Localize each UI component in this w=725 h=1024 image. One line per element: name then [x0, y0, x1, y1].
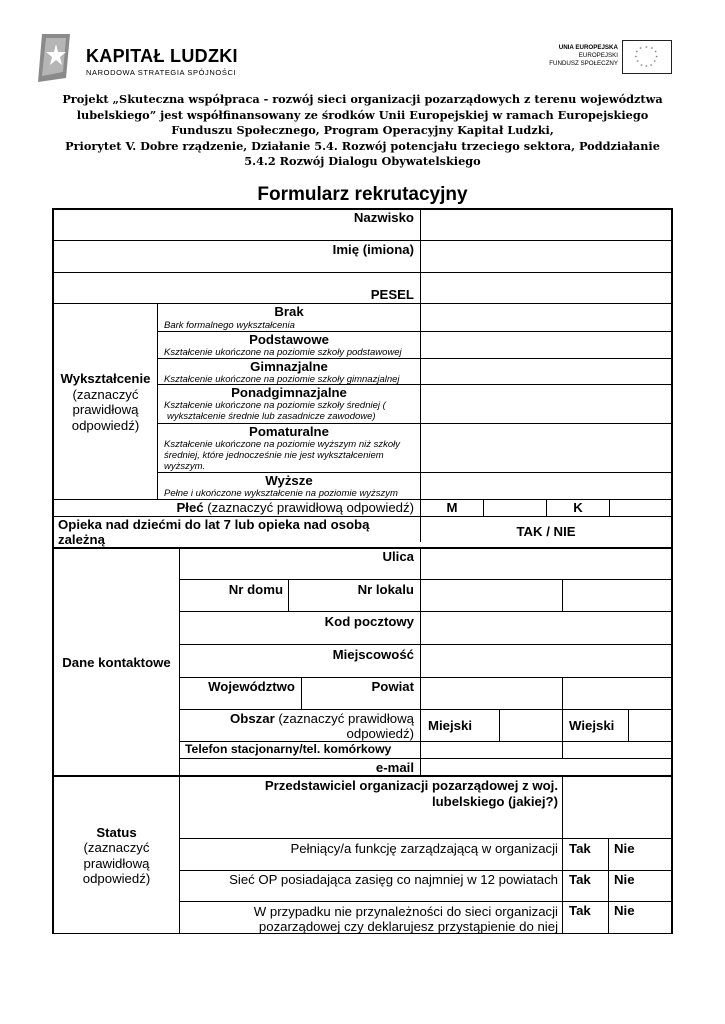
edu-checkbox-pomaturalne[interactable]: [422, 424, 671, 472]
status-q3-nie[interactable]: Nie: [614, 872, 635, 887]
nr-domu-field[interactable]: [422, 581, 562, 611]
education-hint-1: (zaznaczyć: [72, 387, 139, 402]
imie-field[interactable]: [422, 242, 671, 272]
svg-text:*: *: [645, 65, 648, 71]
edu-desc-podstawowe: Kształcenie ukończone na poziomie szkoły podstawowej: [164, 347, 402, 358]
eu-line3: FUNDUSZ SPOŁECZNY: [549, 60, 618, 67]
obszar-label-hint-1: (zaznaczyć prawidłową: [274, 711, 414, 726]
edu-desc-pomaturalne-2: średniej, które jednocześnie nie jest wykształceniem: [164, 450, 384, 461]
nr-lokalu-field[interactable]: [564, 581, 671, 611]
miejski-label: Miejski: [428, 718, 472, 733]
project-line-3: Funduszu Społecznego, Program Operacyjny Kapitał Ludzki,: [171, 123, 554, 137]
edu-checkbox-gimnazjalne[interactable]: [422, 359, 671, 384]
pesel-field[interactable]: [422, 274, 671, 303]
svg-text:*: *: [640, 64, 643, 70]
logo-title: KAPITAŁ LUDZKI: [86, 46, 238, 66]
status-q3-tak[interactable]: Tak: [569, 872, 591, 887]
wojewodztwo-label: Województwo: [208, 679, 295, 694]
edu-option-wyzsze: Wyższe: [265, 473, 313, 488]
obszar-label-hint-2: odpowiedź): [346, 726, 414, 741]
edu-desc-pomaturalne-1: Kształcenie ukończone na poziomie wyższym niż szkoły: [164, 439, 401, 450]
svg-text:*: *: [634, 55, 638, 61]
edu-option-podstawowe: Podstawowe: [249, 332, 329, 347]
education-label: Wykształcenie: [60, 371, 151, 386]
edu-option-ponadgimnazjalne: Ponadgimnazjalne: [231, 385, 347, 400]
education-hint-3: odpowiedź): [71, 418, 140, 433]
wiejski-checkbox[interactable]: [629, 711, 671, 741]
email-field[interactable]: [422, 759, 671, 775]
edu-desc-gimnazjalne: Kształcenie ukończone na poziomie szkoły gimnazjalnej: [164, 374, 400, 385]
project-line-5: 5.4.2 Rozwój Dialogu Obywatelskiego: [244, 154, 481, 168]
status-q4-line1: W przypadku nie przynależności do sieci organizacji: [253, 904, 558, 919]
status-hint-1: (zaznaczyć: [83, 840, 150, 855]
edu-desc-ponadgimnazjalne-2: wykształcenie średnie lub zasadnicze zawodowe): [167, 411, 376, 422]
status-q1-line1: Przedstawiciel organizacji pozarządowej z woj.: [264, 778, 558, 793]
telefon-field[interactable]: [422, 742, 671, 758]
contact-label: Dane kontaktowe: [62, 655, 171, 670]
svg-text:*: *: [639, 47, 642, 53]
status-hint-3: odpowiedź): [82, 871, 151, 886]
miejscowosc-label: Miejscowość: [332, 647, 414, 662]
svg-text:*: *: [645, 46, 648, 52]
status-q2: Pełniący/a funkcję zarządzającą w organizacji: [290, 841, 558, 856]
opieka-label-2: zależną: [58, 532, 105, 547]
edu-desc-pomaturalne-3: wyższym.: [164, 461, 206, 472]
form-title: Formularz rekrutacyjny: [257, 184, 468, 205]
opieka-answer[interactable]: TAK / NIE: [516, 524, 576, 539]
status-q4-line2: pozarządowej czy deklarujesz przystąpienie do niej: [258, 919, 558, 934]
eu-line2: EUROPEJSKI: [578, 52, 618, 59]
status-q4-nie[interactable]: Nie: [614, 903, 635, 918]
project-line-4: Priorytet V. Dobre rządzenie, Działanie 5.4. Rozwój potencjału trzeciego sektora, Poddziałanie: [65, 138, 660, 153]
edu-desc-ponadgimnazjalne-1: Kształcenie ukończone na poziomie szkoły średniej (: [164, 400, 386, 411]
svg-text:*: *: [653, 60, 656, 66]
powiat-label: Powiat: [371, 679, 414, 694]
nazwisko-label: Nazwisko: [353, 210, 414, 225]
edu-checkbox-wyzsze[interactable]: [422, 473, 671, 499]
powiat-field[interactable]: [564, 679, 671, 709]
logo-subtitle: NARODOWA STRATEGIA SPÓJNOŚCI: [86, 68, 237, 77]
status-q2-tak[interactable]: Tak: [569, 841, 591, 856]
svg-text:*: *: [636, 60, 639, 66]
obszar-label-bold: Obszar: [230, 711, 275, 726]
education-hint-2: prawidłową: [72, 402, 139, 417]
plec-label: [176, 500, 414, 515]
wiejski-label: Wiejski: [569, 718, 615, 733]
svg-text:*: *: [650, 47, 654, 53]
svg-text:*: *: [649, 64, 653, 70]
plec-k-checkbox[interactable]: [610, 500, 671, 516]
plec-m-checkbox[interactable]: [484, 500, 546, 516]
status-q1-line2: lubelskiego (jakiej?): [431, 794, 558, 809]
svg-text:*: *: [635, 51, 639, 57]
edu-desc-wyzsze: Pełne i ukończone wykształcenie na poziomie wyższym: [164, 488, 398, 499]
nr-lokalu-label: Nr lokalu: [357, 582, 414, 597]
edu-option-pomaturalne: Pomaturalne: [249, 424, 329, 439]
email-label: e-mail: [375, 760, 414, 775]
project-line-1: Projekt „Skuteczna współpraca - rozwój sieci organizacji pozarządowych z terenu województwa: [62, 92, 663, 106]
edu-option-brak: Brak: [274, 304, 304, 319]
opieka-label-1: Opieka nad dziećmi do lat 7 lub opieka nad osobą: [58, 517, 370, 532]
telefon-label: Telefon stacjonarny/tel. komórkowy: [185, 742, 392, 756]
plec-k-label: K: [573, 500, 583, 515]
plec-label-bold: Płeć: [176, 500, 204, 515]
obszar-label: [230, 711, 414, 726]
eu-line1: UNIA EUROPEJSKA: [558, 44, 618, 51]
miejscowosc-field[interactable]: [422, 646, 671, 677]
nr-domu-label: Nr domu: [228, 582, 283, 597]
svg-text:*: *: [654, 51, 657, 57]
status-q4-tak[interactable]: Tak: [569, 903, 591, 918]
edu-option-gimnazjalne: Gimnazjalne: [250, 359, 328, 374]
plec-m-label: M: [446, 500, 458, 515]
project-line-2: lubelskiego” jest współfinansowany ze środków Unii Europejskiej w ramach Europejskiego: [76, 107, 649, 122]
plec-label-hint: (zaznaczyć prawidłową odpowiedź): [203, 500, 414, 515]
status-label: Status: [96, 825, 137, 840]
edu-checkbox-ponadgimnazjalne[interactable]: [422, 385, 671, 423]
nazwisko-field[interactable]: [422, 210, 671, 240]
svg-text:*: *: [655, 55, 658, 61]
miejski-checkbox[interactable]: [500, 711, 562, 741]
status-hint-2: prawidłową: [83, 856, 150, 871]
ulica-label: Ulica: [382, 549, 414, 564]
kod-field[interactable]: [422, 613, 671, 644]
imie-label: Imię (imiona): [332, 242, 414, 257]
edu-checkbox-podstawowe[interactable]: [422, 332, 671, 358]
wojewodztwo-field[interactable]: [422, 679, 562, 709]
status-q3: Sieć OP posiadająca zasięg co najmniej w 12 powiatach: [229, 872, 558, 887]
pesel-label: PESEL: [370, 287, 414, 302]
status-q2-nie[interactable]: Nie: [614, 841, 635, 856]
kod-label: Kod pocztowy: [324, 614, 414, 629]
status-q1-field[interactable]: [564, 777, 671, 838]
edu-checkbox-brak[interactable]: [422, 305, 671, 331]
ulica-field[interactable]: [422, 549, 671, 579]
edu-desc-brak: Bark formalnego wykształcenia: [164, 320, 295, 331]
